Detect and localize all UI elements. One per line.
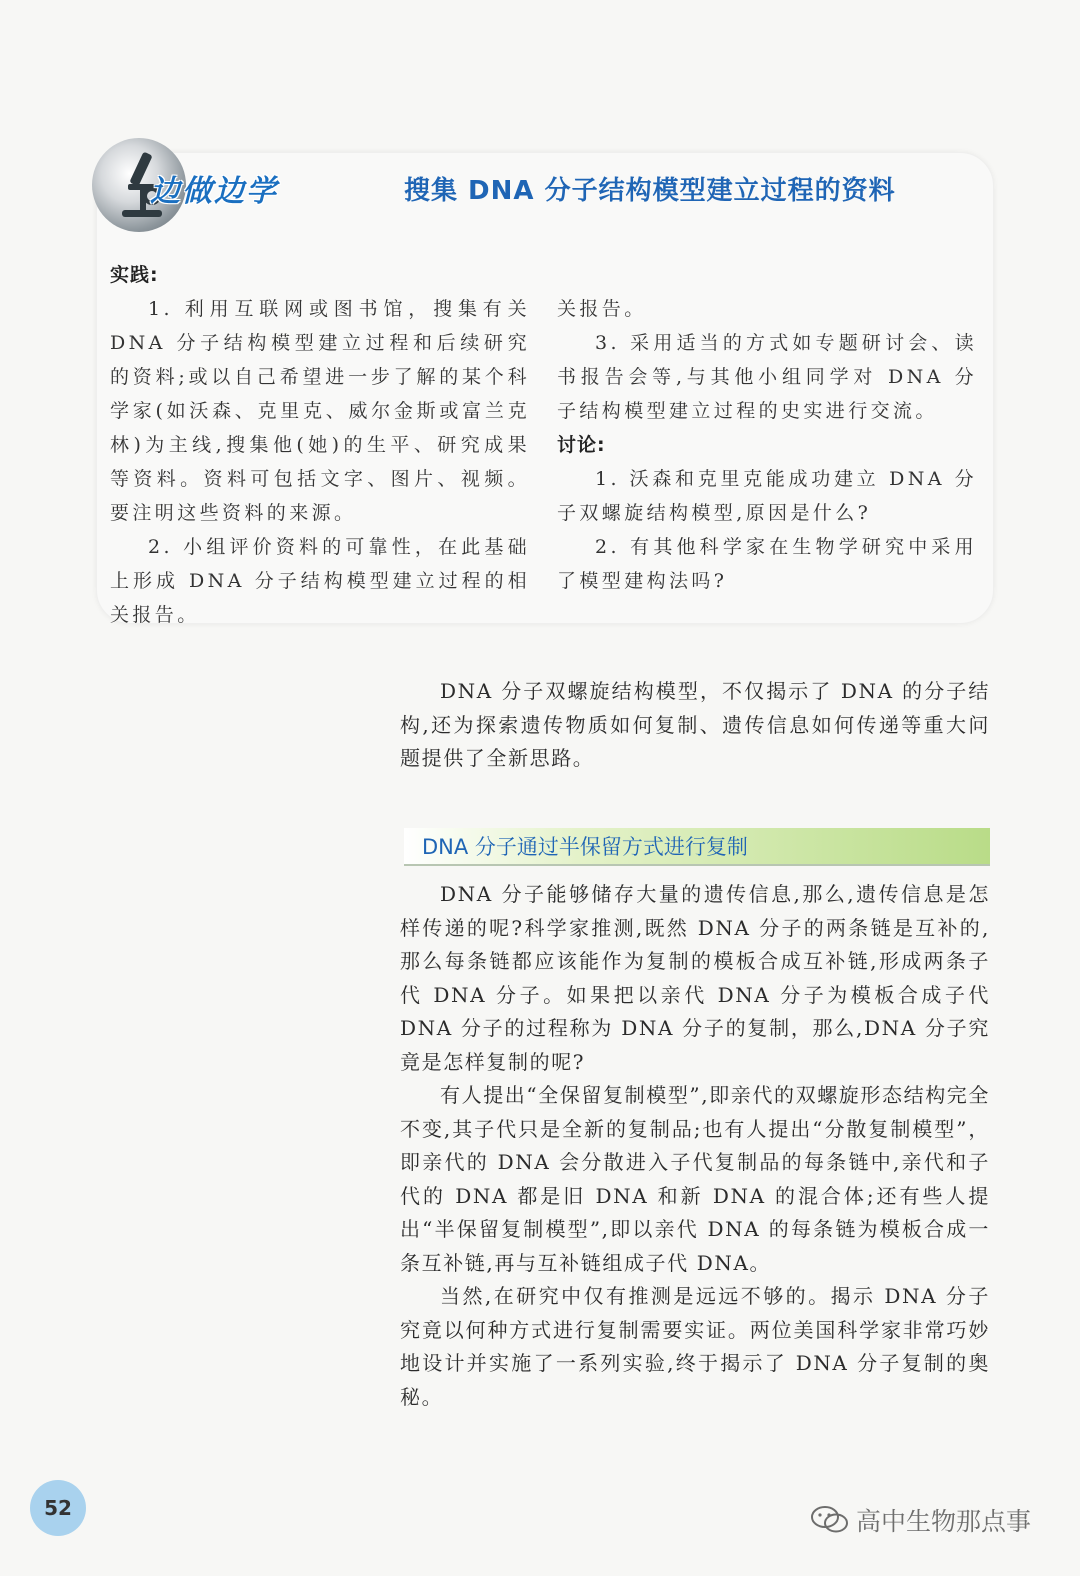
discussion-heading: 讨论: <box>557 434 606 456</box>
intro-paragraph: DNA 分子双螺旋结构模型，不仅揭示了 DNA 的分子结构,还为探索遗传物质如何复制、遗传信息如何传递等重大问题提供了全新思路。 <box>400 679 990 770</box>
practice-item-continued: 关报告。 <box>557 298 647 320</box>
watermark-text: 高中生物那点事 <box>856 1507 1032 1536</box>
section-header <box>404 828 990 866</box>
watermark <box>810 1500 1031 1540</box>
practice-item: 1. 利用互联网或图书馆，搜集有关 DNA 分子结构模型建立过程和后续研究的资料;或以自己希望进一步了解的某个科学家(如沃森、克里克、威尔金斯或富兰克林)为主线,搜集他(她)的生平、研究成果等资料。资料可包括文字、图片、视频。要注明这些资料的来源。 <box>110 298 530 524</box>
body-paragraph: 有人提出“全保留复制模型”,即亲代的双螺旋形态结构完全不变,其子代只是全新的复制品;也有人提出“分散复制模型”，即亲代的 DNA 会分散进入子代复制品的每条链中,亲代和子代的 DNA 都是旧 DNA 和新 DNA 的混合体;还有些人提出“半保留复制模型”,即以亲代 DNA 的每条链为模板合成一条互补链,再与互补链组成子代 DNA。 <box>400 1083 991 1275</box>
intro-paragraph-block <box>400 675 990 776</box>
activity-badge-label: 边做边学 <box>150 174 278 209</box>
activity-right-column <box>557 292 977 598</box>
activity-title: 搜集 DNA 分子结构模型建立过程的资料 <box>404 176 896 206</box>
practice-item: 3. 采用适当的方式如专题研讨会、读书报告会等,与其他小组同学对 DNA 分子结构模型建立过程的史实进行交流。 <box>557 332 977 422</box>
discussion-item: 1. 沃森和克里克能成功建立 DNA 分子双螺旋结构模型,原因是什么? <box>557 468 977 524</box>
practice-heading: 实践: <box>110 264 159 286</box>
page-number: 52 <box>30 1480 86 1536</box>
practice-item: 2. 小组评价资料的可靠性，在此基础上形成 DNA 分子结构模型建立过程的相关报告。 <box>110 536 530 626</box>
section-heading: DNA 分子通过半保留方式进行复制 <box>422 835 748 859</box>
wechat-icon <box>810 1505 850 1535</box>
section-body <box>400 878 990 1414</box>
discussion-item: 2. 有其他科学家在生物学研究中采用了模型建构法吗? <box>557 536 977 592</box>
activity-left-column <box>110 258 530 626</box>
body-paragraph: DNA 分子能够储存大量的遗传信息,那么,遗传信息是怎样传递的呢?科学家推测,既然 DNA 分子的两条链是互补的,那么每条链都应该能作为复制的模板合成互补链,形成两条子代 DNA 分子。如果把以亲代 DNA 分子为模板合成子代 DNA 分子的过程称为 DNA 分子的复制，那么,DNA 分子究竟是怎样复制的呢? <box>400 882 990 1074</box>
body-paragraph: 当然,在研究中仅有推测是远远不够的。揭示 DNA 分子究竟以何种方式进行复制需要实证。两位美国科学家非常巧妙地设计并实施了一系列实验,终于揭示了 DNA 分子复制的奥秘。 <box>400 1284 990 1409</box>
